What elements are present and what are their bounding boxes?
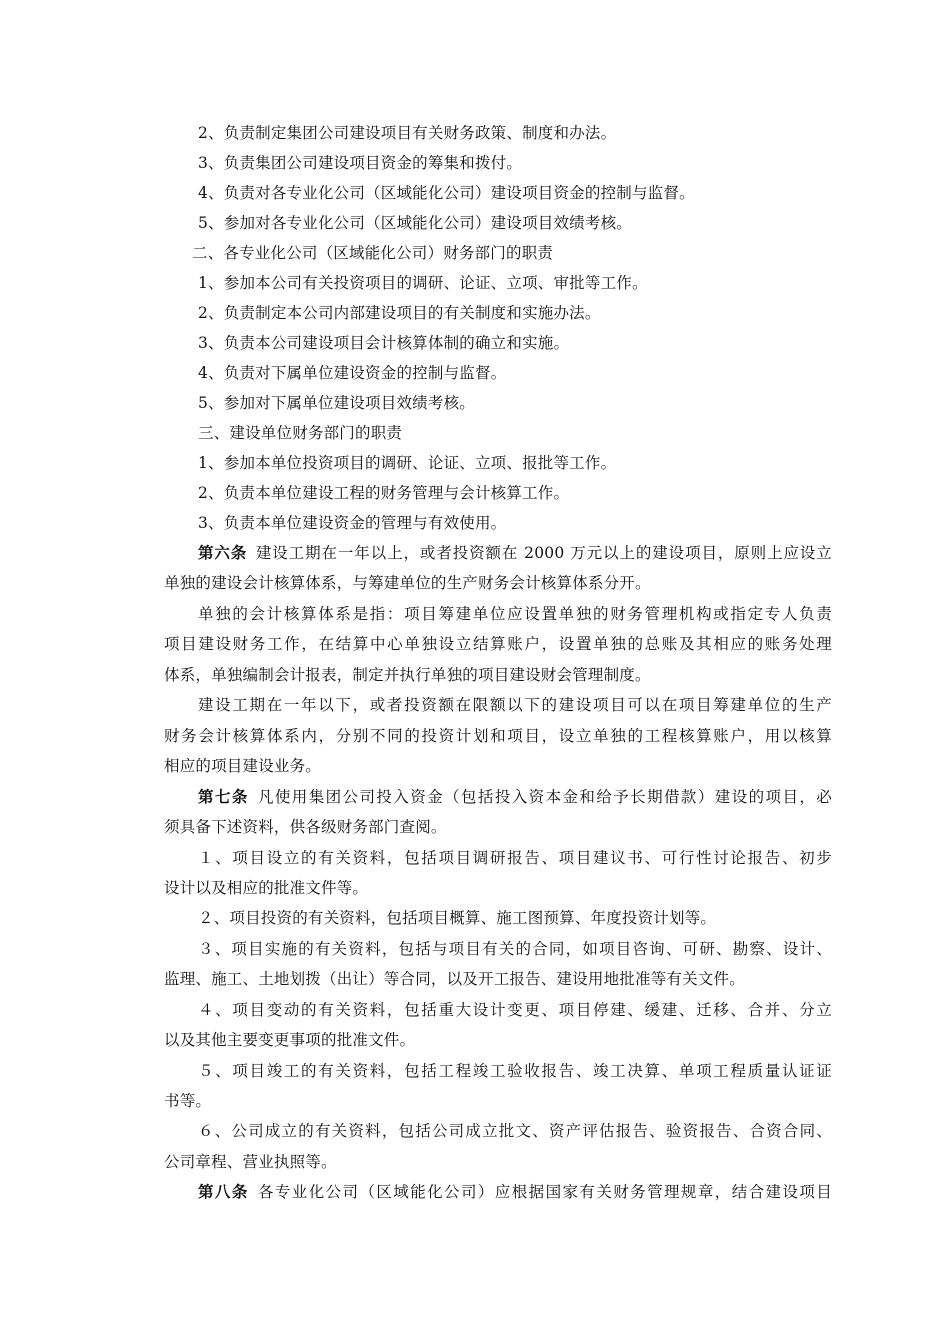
line-text: 各专业化公司（区域能化公司）应根据国家有关财务管理规章，结合建设项目	[256, 1183, 832, 1201]
text-line	[198, 483, 569, 503]
article-heading: 第八条	[198, 1182, 249, 1201]
text-line	[198, 213, 632, 233]
article-heading: 第六条	[198, 543, 248, 562]
text-line	[164, 634, 832, 654]
line-text: 项目建设财务工作，在结算中心单独设立结算账户，设置单独的总账及其相应的账务处理	[164, 635, 832, 653]
line-text: ６、公司成立的有关资料，包括公司成立批文、资产评估报告、验资报告、合资合同、	[198, 1122, 832, 1140]
line-text: 4、负责对各专业化公司（区域能化公司）建设项目资金的控制与监督。	[198, 184, 695, 202]
article-heading: 第七条	[198, 787, 249, 806]
line-text: 体系，单独编制会计报表，制定并执行单独的项目建设财会管理制度。	[164, 666, 651, 684]
line-text: 监理、施工、土地划拨（出让）等合同，以及开工报告、建设用地批准等有关文件。	[164, 970, 745, 988]
line-text: ２、项目投资的有关资料，包括项目概算、施工图预算、年度投资计划等。	[198, 909, 717, 927]
text-line	[164, 756, 321, 776]
line-text: 3、负责集团公司建设项目资金的筹集和拨付。	[198, 154, 523, 172]
text-line	[198, 543, 832, 563]
line-text: 1、参加本单位投资项目的调研、论证、立项、报批等工作。	[198, 454, 617, 472]
text-line	[198, 604, 832, 624]
text-line	[198, 423, 402, 443]
text-line	[198, 393, 475, 413]
text-line	[198, 453, 616, 473]
line-text: 3、负责本公司建设项目会计核算体制的确立和实施。	[198, 334, 570, 352]
line-text: 3、负责本单位建设资金的管理与有效使用。	[198, 514, 507, 532]
line-text: 单独的建设会计核算体系，与筹建单位的生产财务会计核算体系分开。	[164, 574, 651, 592]
line-text: 建设工期在一年以上，或者投资额在 2000 万元以上的建设项目，原则上应设立	[255, 544, 832, 562]
text-line	[198, 848, 832, 868]
text-line	[198, 363, 506, 383]
line-text: 5、参加对各专业化公司（区域能化公司）建设项目效绩考核。	[198, 214, 632, 232]
text-line	[164, 878, 368, 898]
line-text: 财务会计核算体系内，分别不同的投资计划和项目，设立单独的工程核算账户，用以核算	[164, 727, 832, 745]
line-text: 相应的项目建设业务。	[164, 757, 322, 775]
text-line	[164, 573, 651, 593]
text-line	[198, 513, 506, 533]
text-line	[198, 787, 832, 807]
text-line	[198, 939, 832, 959]
text-line	[198, 333, 569, 353]
line-text: 凡使用集团公司投入资金（包括投入资本金和给予长期借款）建设的项目，必	[256, 788, 832, 806]
text-line	[198, 1061, 832, 1081]
line-text: 建设工期在一年以下，或者投资额在限额以下的建设项目可以在项目筹建单位的生产	[198, 696, 832, 714]
line-text: 2、负责制定集团公司建设项目有关财务政策、制度和办法。	[198, 124, 617, 142]
text-line	[164, 817, 447, 837]
line-text: 书等。	[164, 1092, 212, 1110]
line-text: 2、负责本单位建设工程的财务管理与会计核算工作。	[198, 484, 570, 502]
text-line	[198, 153, 522, 173]
line-text: １、项目设立的有关资料，包括项目调研报告、项目建议书、可行性讨论报告、初步	[198, 849, 832, 867]
line-text: 三、建设单位财务部门的职责	[198, 424, 403, 442]
text-line	[164, 1152, 337, 1172]
line-text: 5、参加对下属单位建设项目效绩考核。	[198, 394, 475, 412]
line-text: 设计以及相应的批准文件等。	[164, 879, 369, 897]
text-line	[164, 665, 651, 685]
text-line	[198, 1182, 832, 1202]
text-line	[198, 123, 616, 143]
text-line	[164, 726, 832, 746]
text-line	[198, 1121, 832, 1141]
line-text: ４、项目变动的有关资料，包括重大设计变更、项目停建、缓建、迁移、合并、分立	[198, 1001, 832, 1019]
line-text: 单独的会计核算体系是指：项目筹建单位应设置单独的财务管理机构或指定专人负责	[198, 605, 832, 623]
text-line	[198, 908, 716, 928]
line-text: 以及其他主要变更事项的批准文件。	[164, 1031, 416, 1049]
line-text: 须具备下述资料，供各级财务部门查阅。	[164, 818, 447, 836]
text-line	[164, 1030, 415, 1050]
text-line	[164, 1091, 211, 1111]
line-text: ３、项目实施的有关资料，包括与项目有关的合同，如项目咨询、可研、勘察、设计、	[198, 940, 832, 958]
line-text: ５、项目竣工的有关资料，包括工程竣工验收报告、竣工决算、单项工程质量认证证	[198, 1062, 832, 1080]
text-line	[198, 303, 601, 323]
line-text: 公司章程、营业执照等。	[164, 1153, 337, 1171]
text-line	[198, 183, 695, 203]
text-line	[192, 243, 553, 263]
text-line	[198, 273, 648, 293]
text-line	[198, 695, 832, 715]
text-line	[164, 969, 745, 989]
line-text: 1、参加本公司有关投资项目的调研、论证、立项、审批等工作。	[198, 274, 648, 292]
line-text: 二、各专业化公司（区域能化公司）财务部门的职责	[192, 244, 554, 262]
text-line	[198, 1000, 832, 1020]
line-text: 4、负责对下属单位建设资金的控制与监督。	[198, 364, 507, 382]
line-text: 2、负责制定本公司内部建设项目的有关制度和实施办法。	[198, 304, 601, 322]
